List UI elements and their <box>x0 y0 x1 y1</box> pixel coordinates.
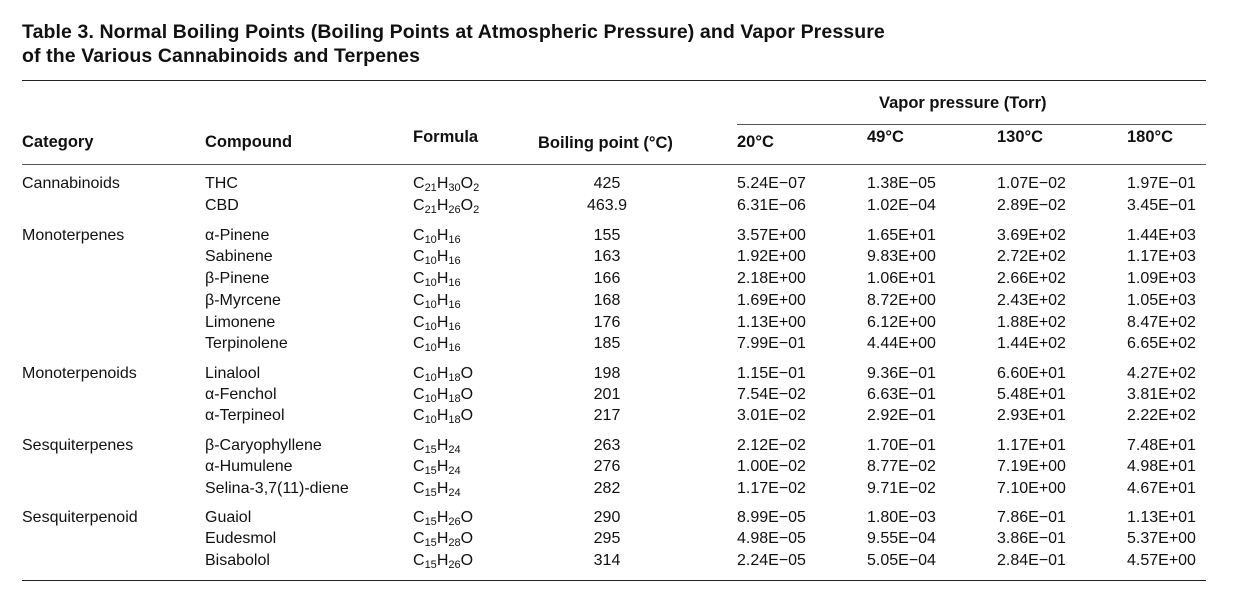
formula-subscript: 24 <box>448 487 461 499</box>
category-cell: Monoterpenes <box>22 227 125 244</box>
vapor-49c-cell: 1.70E−01 <box>867 437 936 454</box>
table-row <box>0 456 1242 478</box>
formula-element: O <box>460 530 474 547</box>
formula-cell <box>413 456 461 478</box>
formula-cell <box>413 333 461 355</box>
header-rule <box>22 164 1206 165</box>
formula-subscript: 16 <box>448 342 461 354</box>
boiling-point-cell: 263 <box>593 437 621 454</box>
bottom-rule <box>22 580 1206 581</box>
compound-cell: CBD <box>205 197 239 214</box>
boiling-point-cell: 290 <box>593 509 621 526</box>
vapor-20c-cell: 7.54E−02 <box>737 386 806 403</box>
boiling-point-cell: 185 <box>593 335 621 352</box>
formula-element: O <box>460 509 474 526</box>
formula-cell <box>413 173 479 195</box>
vapor-180c-cell: 4.67E+01 <box>1127 480 1196 497</box>
formula-element: H <box>436 248 449 265</box>
compound-cell: THC <box>205 175 238 192</box>
vapor-49c-cell: 9.55E−04 <box>867 530 936 547</box>
formula-element: H <box>436 335 449 352</box>
formula-subscript: 16 <box>448 277 461 289</box>
table-row <box>0 405 1242 427</box>
compound-cell: Bisabolol <box>205 552 270 569</box>
formula-subscript: 15 <box>424 537 437 549</box>
vapor-pressure-rule <box>737 124 1206 125</box>
formula-cell <box>413 268 461 290</box>
vapor-49c-cell: 9.83E+00 <box>867 248 936 265</box>
category-cell: Sesquiterpenes <box>22 437 134 454</box>
formula-element: H <box>436 530 449 547</box>
formula-subscript: 10 <box>424 299 437 311</box>
formula-subscript: 16 <box>448 255 461 267</box>
category-cell: Sesquiterpenoid <box>22 509 138 526</box>
vapor-180c-cell: 2.22E+02 <box>1127 407 1196 424</box>
vapor-49c-cell: 2.92E−01 <box>867 407 936 424</box>
table-row <box>0 363 1242 385</box>
formula-element: C <box>413 335 425 352</box>
vapor-49c-cell: 6.63E−01 <box>867 386 936 403</box>
formula-subscript: 18 <box>448 414 461 426</box>
vapor-20c-cell: 1.15E−01 <box>737 365 806 382</box>
vapor-49c-cell: 4.44E+00 <box>867 335 936 352</box>
formula-element: H <box>436 386 449 403</box>
table-caption <box>22 20 1206 68</box>
formula-subscript: 21 <box>424 204 437 216</box>
boiling-point-cell: 282 <box>593 480 621 497</box>
vapor-180c-cell: 4.27E+02 <box>1127 365 1196 382</box>
compound-cell: Linalool <box>205 365 261 382</box>
formula-cell <box>413 363 473 385</box>
formula-element: C <box>413 530 425 547</box>
table-row <box>0 478 1242 500</box>
formula-subscript: 24 <box>448 465 461 477</box>
formula-subscript: 10 <box>424 342 437 354</box>
category-cell: Monoterpenoids <box>22 365 137 382</box>
table-row <box>0 384 1242 406</box>
formula-element: C <box>413 314 425 331</box>
formula-subscript: 10 <box>424 255 437 267</box>
formula-cell <box>413 246 461 268</box>
table-title-line-2: of the Various Cannabinoids and Terpenes <box>22 45 421 67</box>
formula-subscript: 26 <box>448 516 461 528</box>
vapor-49c-cell: 8.72E+00 <box>867 292 936 309</box>
table-row <box>0 550 1242 572</box>
compound-cell: β-Pinene <box>205 270 270 287</box>
formula-element: C <box>413 270 425 287</box>
formula-subscript: 26 <box>448 559 461 571</box>
boiling-point-cell: 463.9 <box>586 197 628 214</box>
formula-element: H <box>436 227 449 244</box>
vapor-20c-cell: 1.69E+00 <box>737 292 806 309</box>
formula-element: C <box>413 248 425 265</box>
formula-subscript: 26 <box>448 204 461 216</box>
vapor-130c-cell: 1.88E+02 <box>997 314 1066 331</box>
formula-element: H <box>436 197 449 214</box>
table-row <box>0 195 1242 217</box>
boiling-point-cell: 201 <box>593 386 621 403</box>
category-cell: Cannabinoids <box>22 175 120 192</box>
formula-element: H <box>436 270 449 287</box>
vapor-130c-cell: 2.66E+02 <box>997 270 1066 287</box>
compound-cell: Limonene <box>205 314 276 331</box>
formula-subscript: 15 <box>424 516 437 528</box>
formula-element: H <box>436 480 449 497</box>
table-row <box>0 173 1242 195</box>
formula-element: H <box>436 509 449 526</box>
header-130c: 130°C <box>997 128 1044 146</box>
vapor-180c-cell: 1.13E+01 <box>1127 509 1196 526</box>
formula-subscript: 16 <box>448 321 461 333</box>
compound-cell: β-Myrcene <box>205 292 281 309</box>
formula-element: C <box>413 458 425 475</box>
vapor-130c-cell: 3.86E−01 <box>997 530 1066 547</box>
formula-cell <box>413 225 461 247</box>
formula-subscript: 30 <box>448 182 461 194</box>
vapor-180c-cell: 4.98E+01 <box>1127 458 1196 475</box>
formula-element: C <box>413 480 425 497</box>
vapor-49c-cell: 1.80E−03 <box>867 509 936 526</box>
formula-element: C <box>413 175 425 192</box>
vapor-130c-cell: 1.17E+01 <box>997 437 1066 454</box>
formula-subscript: 10 <box>424 393 437 405</box>
table-row <box>0 528 1242 550</box>
formula-subscript: 15 <box>424 465 437 477</box>
formula-cell <box>413 384 473 406</box>
formula-cell <box>413 290 461 312</box>
formula-subscript: 28 <box>448 537 461 549</box>
vapor-130c-cell: 3.69E+02 <box>997 227 1066 244</box>
formula-element: C <box>413 509 425 526</box>
table-title-line-1: Table 3. Normal Boiling Points (Boiling Points at Atmospheric Pressure) and Vapor Pressure <box>22 21 885 43</box>
compound-cell: Terpinolene <box>205 335 288 352</box>
boiling-point-cell: 163 <box>593 248 621 265</box>
formula-cell <box>413 312 461 334</box>
header-category: Category <box>22 133 94 151</box>
vapor-130c-cell: 7.86E−01 <box>997 509 1066 526</box>
header-20c: 20°C <box>737 133 774 151</box>
vapor-180c-cell: 8.47E+02 <box>1127 314 1196 331</box>
boiling-point-cell: 425 <box>593 175 621 192</box>
vapor-180c-cell: 1.97E−01 <box>1127 175 1196 192</box>
formula-element: O <box>460 407 474 424</box>
vapor-180c-cell: 4.57E+00 <box>1127 552 1196 569</box>
formula-element: H <box>436 458 449 475</box>
formula-cell <box>413 478 461 500</box>
table-row <box>0 246 1242 268</box>
vapor-49c-cell: 1.06E+01 <box>867 270 936 287</box>
top-rule <box>22 80 1206 81</box>
vapor-49c-cell: 6.12E+00 <box>867 314 936 331</box>
vapor-49c-cell: 1.38E−05 <box>867 175 936 192</box>
table-row <box>0 435 1242 457</box>
vapor-20c-cell: 7.99E−01 <box>737 335 806 352</box>
boiling-point-cell: 176 <box>593 314 621 331</box>
formula-subscript: 16 <box>448 234 461 246</box>
formula-element: C <box>413 227 425 244</box>
vapor-130c-cell: 5.48E+01 <box>997 386 1066 403</box>
table-row <box>0 507 1242 529</box>
table-row <box>0 225 1242 247</box>
vapor-130c-cell: 1.44E+02 <box>997 335 1066 352</box>
formula-element: C <box>413 365 425 382</box>
table-row <box>0 312 1242 334</box>
vapor-20c-cell: 1.17E−02 <box>737 480 806 497</box>
formula-cell <box>413 528 473 550</box>
compound-cell: α-Pinene <box>205 227 270 244</box>
formula-subscript: 10 <box>424 372 437 384</box>
vapor-49c-cell: 9.36E−01 <box>867 365 936 382</box>
formula-element: H <box>436 292 449 309</box>
vapor-49c-cell: 9.71E−02 <box>867 480 936 497</box>
compound-cell: Sabinene <box>205 248 273 265</box>
table-row <box>0 290 1242 312</box>
compound-cell: α-Fenchol <box>205 386 277 403</box>
header-compound: Compound <box>205 133 293 151</box>
vapor-20c-cell: 1.92E+00 <box>737 248 806 265</box>
header-boiling-point: Boiling point (°C) <box>538 134 673 152</box>
vapor-180c-cell: 1.17E+03 <box>1127 248 1196 265</box>
formula-element: H <box>436 407 449 424</box>
vapor-20c-cell: 6.31E−06 <box>737 197 806 214</box>
compound-cell: Guaiol <box>205 509 252 526</box>
vapor-130c-cell: 6.60E+01 <box>997 365 1066 382</box>
vapor-180c-cell: 1.05E+03 <box>1127 292 1196 309</box>
vapor-130c-cell: 2.72E+02 <box>997 248 1066 265</box>
formula-element: O <box>460 197 474 214</box>
boiling-point-cell: 166 <box>593 270 621 287</box>
vapor-180c-cell: 6.65E+02 <box>1127 335 1196 352</box>
vapor-180c-cell: 7.48E+01 <box>1127 437 1196 454</box>
boiling-point-cell: 314 <box>593 552 621 569</box>
formula-element: C <box>413 197 425 214</box>
formula-subscript: 10 <box>424 277 437 289</box>
vapor-180c-cell: 1.44E+03 <box>1127 227 1196 244</box>
vapor-20c-cell: 3.57E+00 <box>737 227 806 244</box>
vapor-49c-cell: 1.02E−04 <box>867 197 936 214</box>
vapor-20c-cell: 4.98E−05 <box>737 530 806 547</box>
vapor-130c-cell: 2.84E−01 <box>997 552 1066 569</box>
formula-element: O <box>460 386 474 403</box>
vapor-20c-cell: 1.13E+00 <box>737 314 806 331</box>
vapor-180c-cell: 3.81E+02 <box>1127 386 1196 403</box>
formula-element: C <box>413 292 425 309</box>
formula-element: H <box>436 175 449 192</box>
vapor-180c-cell: 5.37E+00 <box>1127 530 1196 547</box>
formula-element: O <box>460 365 474 382</box>
formula-element: H <box>436 437 449 454</box>
formula-element: C <box>413 407 425 424</box>
table-row <box>0 268 1242 290</box>
formula-subscript: 15 <box>424 559 437 571</box>
boiling-point-cell: 155 <box>593 227 621 244</box>
compound-cell: Eudesmol <box>205 530 277 547</box>
vapor-130c-cell: 2.89E−02 <box>997 197 1066 214</box>
vapor-130c-cell: 2.43E+02 <box>997 292 1066 309</box>
formula-subscript: 18 <box>448 372 461 384</box>
header-vapor-pressure: Vapor pressure (Torr) <box>879 94 1047 112</box>
table-row <box>0 333 1242 355</box>
formula-element: H <box>436 314 449 331</box>
vapor-49c-cell: 8.77E−02 <box>867 458 936 475</box>
formula-cell <box>413 405 473 427</box>
formula-subscript: 15 <box>424 444 437 456</box>
vapor-130c-cell: 7.19E+00 <box>997 458 1066 475</box>
boiling-point-cell: 295 <box>593 530 621 547</box>
vapor-20c-cell: 3.01E−02 <box>737 407 806 424</box>
compound-cell: α-Humulene <box>205 458 293 475</box>
vapor-130c-cell: 7.10E+00 <box>997 480 1066 497</box>
formula-cell <box>413 435 461 457</box>
formula-element: H <box>436 552 449 569</box>
vapor-20c-cell: 1.00E−02 <box>737 458 806 475</box>
formula-subscript: 2 <box>473 182 480 194</box>
formula-element: H <box>436 365 449 382</box>
compound-cell: Selina-3,7(11)-diene <box>205 480 349 497</box>
formula-element: C <box>413 386 425 403</box>
vapor-49c-cell: 5.05E−04 <box>867 552 936 569</box>
formula-element: C <box>413 552 425 569</box>
vapor-49c-cell: 1.65E+01 <box>867 227 936 244</box>
formula-subscript: 21 <box>424 182 437 194</box>
formula-subscript: 10 <box>424 234 437 246</box>
compound-cell: α-Terpineol <box>205 407 285 424</box>
formula-subscript: 24 <box>448 444 461 456</box>
boiling-point-cell: 168 <box>593 292 621 309</box>
formula-cell <box>413 550 473 572</box>
vapor-180c-cell: 1.09E+03 <box>1127 270 1196 287</box>
formula-cell <box>413 195 479 217</box>
formula-element: O <box>460 175 474 192</box>
formula-element: C <box>413 437 425 454</box>
formula-subscript: 10 <box>424 321 437 333</box>
boiling-point-cell: 198 <box>593 365 621 382</box>
formula-cell <box>413 507 473 529</box>
vapor-20c-cell: 2.18E+00 <box>737 270 806 287</box>
vapor-20c-cell: 2.24E−05 <box>737 552 806 569</box>
vapor-20c-cell: 8.99E−05 <box>737 509 806 526</box>
header-49c: 49°C <box>867 128 904 146</box>
formula-subscript: 2 <box>473 204 480 216</box>
vapor-130c-cell: 2.93E+01 <box>997 407 1066 424</box>
vapor-130c-cell: 1.07E−02 <box>997 175 1066 192</box>
vapor-180c-cell: 3.45E−01 <box>1127 197 1196 214</box>
boiling-point-cell: 276 <box>593 458 621 475</box>
boiling-point-cell: 217 <box>593 407 621 424</box>
header-formula: Formula <box>413 128 479 146</box>
formula-subscript: 16 <box>448 299 461 311</box>
compound-cell: β-Caryophyllene <box>205 437 322 454</box>
formula-subscript: 10 <box>424 414 437 426</box>
vapor-20c-cell: 5.24E−07 <box>737 175 806 192</box>
header-180c: 180°C <box>1127 128 1174 146</box>
formula-element: O <box>460 552 474 569</box>
formula-subscript: 15 <box>424 487 437 499</box>
vapor-20c-cell: 2.12E−02 <box>737 437 806 454</box>
formula-subscript: 18 <box>448 393 461 405</box>
